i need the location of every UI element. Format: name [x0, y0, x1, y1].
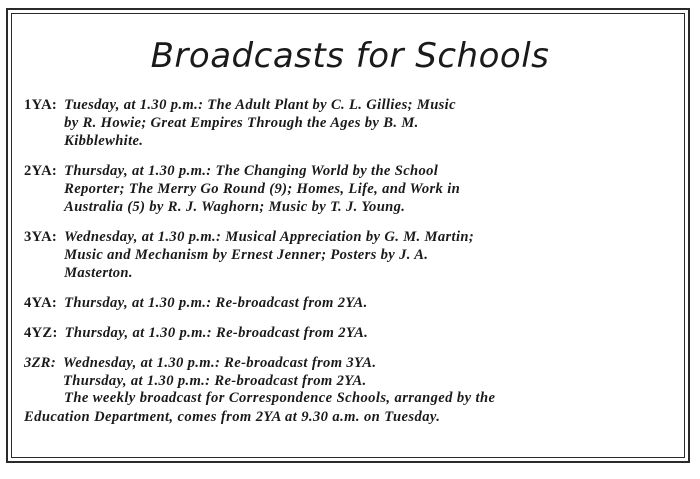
schedule-list [24, 96, 656, 402]
schedule-line: Music and Mechanism by Ernest Jenner; Posters by J. A. [64, 247, 429, 263]
station-label: 4YZ: [24, 325, 58, 341]
schedule-line: Wednesday, at 1.30 p.m.: Re-broadcast from 3YA. [63, 355, 377, 371]
station-label: 2YA: [24, 163, 58, 179]
schedule-line: Thursday, at 1.30 p.m.: Re-broadcast from 2YA. [63, 373, 367, 389]
schedule-entry-1ya [24, 96, 656, 150]
schedule-line: Wednesday, at 1.30 p.m.: Musical Appreciation by G. M. Martin; [64, 229, 475, 245]
schedule-line: Masterton. [64, 265, 133, 281]
schedule-entry-3ya [24, 228, 656, 282]
schedule-text [65, 324, 656, 342]
schedule-line: Kibblewhite. [64, 133, 144, 149]
station-label: 4YA: [24, 295, 58, 311]
schedule-line: Thursday, at 1.30 p.m.: Re-broadcast from 2YA. [64, 295, 368, 311]
schedule-line: Thursday, at 1.30 p.m.: The Changing World by the School [64, 163, 439, 179]
page-title: Broadcasts for Schools [150, 36, 550, 76]
schedule-text [64, 294, 656, 312]
schedule-entry-4ya [24, 294, 656, 312]
schedule-entry-3zr [24, 354, 656, 390]
note-line: The weekly broadcast for Correspondence Schools, arranged by the [64, 390, 496, 406]
schedule-entry-2ya [24, 162, 656, 216]
schedule-text [64, 228, 656, 282]
station-label: 3ZR: [24, 355, 57, 371]
schedule-entry-4yz [24, 324, 656, 342]
note-line: Education Department, comes from 2YA at 9.30 a.m. on Tuesday. [24, 409, 441, 425]
schedule-line: Reporter; The Merry Go Round (9); Homes, Life, and Work in [64, 181, 461, 197]
schedule-text [63, 354, 656, 390]
correspondence-note [24, 389, 656, 427]
schedule-line: Australia (5) by R. J. Waghorn; Music by T. J. Young. [64, 199, 406, 215]
schedule-line: Tuesday, at 1.30 p.m.: The Adult Plant by C. L. Gillies; Music [64, 97, 456, 113]
schedule-line: by R. Howie; Great Empires Through the Ages by B. M. [64, 115, 419, 131]
schedule-text [64, 96, 656, 150]
schedule-line: Thursday, at 1.30 p.m.: Re-broadcast from 2YA. [64, 325, 369, 341]
schedule-text [64, 162, 656, 216]
station-label: 1YA: [24, 97, 58, 113]
station-label: 3YA: [24, 229, 58, 245]
